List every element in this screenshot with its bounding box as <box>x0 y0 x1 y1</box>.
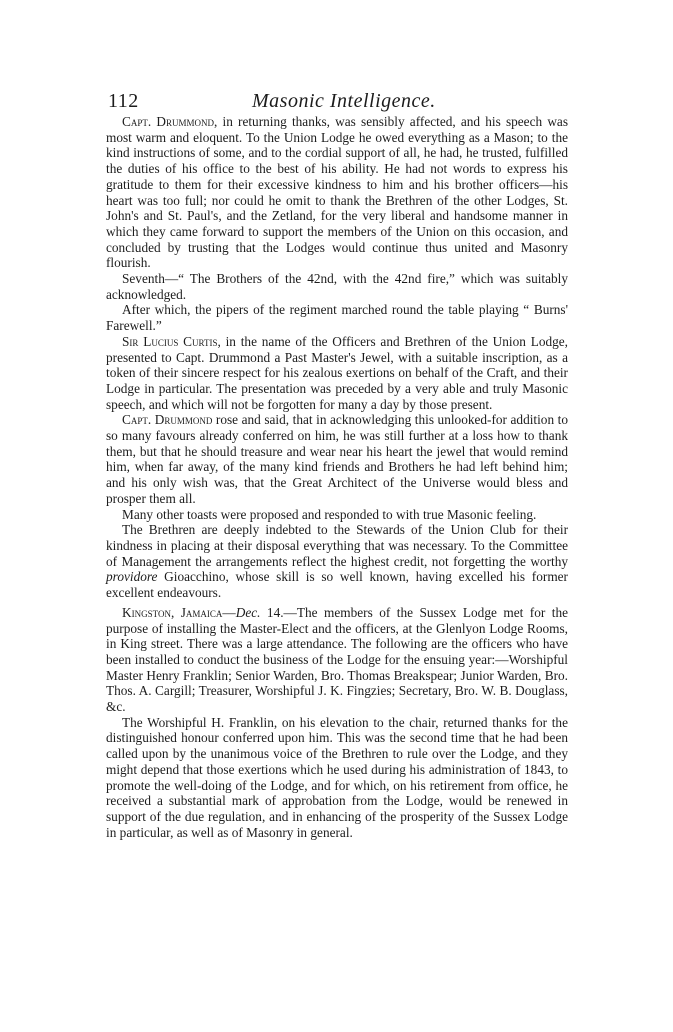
page-number: 112 <box>108 90 139 112</box>
paragraph-text: Many other toasts were proposed and responded to with true Masonic feeling. <box>122 506 537 522</box>
paragraph-franklin-thanks <box>106 715 568 841</box>
running-title: Masonic Intelligence. <box>252 90 436 112</box>
date-italic: Dec. <box>235 604 261 620</box>
speaker-name: Capt. Drummond <box>122 412 213 428</box>
paragraph-text: , in returning thanks, was sensibly affected, and his speech was most warm and eloquent. To the Union Lodge he owed everything as a Mason; to the kind instructions of some, and to the cordial support of all, he had, he trusted, fulfilled the duties of his office to the best of his ability. He had not words to express his gratitude to them for their excessive kindness to him and his brother officers—his heart was too full; nor could he omit to thank the Brethren of the other Lodges, St. John's and St. Paul's, and the Zetland, for the very liberal and handsome manner in which they came forward to support the members of the Union on this occasion, and concluded by trusting that the Lodges would continue thus united and Masonry flourish. <box>106 114 568 271</box>
paragraph-pipers <box>106 302 568 333</box>
paragraph-drummond-thanks <box>106 114 568 271</box>
place-name: Kingston, Jamaica <box>122 604 223 620</box>
paragraph-text: 14.—The members of the Sussex Lodge met for the purpose of installing the Master-Elect and the officers, at the Glenlyon Lodge Rooms, in King street. There was a large attendance. The following are the officers who have been installed to conduct the business of the Lodge for the ensuing year:—Worshipful Master Henry Franklin; Senior Warden, Bro. Thomas Breakspear; Junior Warden, Bro. Thos. A. Cargill; Treasurer, Worshipful J. K. Fingzies; Secretary, Bro. W. B. Douglass, &c. <box>106 604 569 715</box>
document-page <box>106 84 568 840</box>
page-header <box>106 84 568 114</box>
paragraph-text: The Worshipful H. Franklin, on his elevation to the chair, returned thanks for the distinguished honour conferred upon him. This was the second time that he had been called upon by the unanimous voice of the Brethren to rule over the Lodge, and they might depend that those exertions which he used during his administration of 1843, to promote the well-doing of the Lodge, and for which, on his retirement from office, he received a substantial mark of approbation from the Lodge, would be renewed in support of the due regulation, and in enhancing of the prosperity of the Sussex Lodge in particular, as well as of Masonry in general. <box>106 714 568 840</box>
paragraph-text: , in the name of the Officers and Brethren of the Union Lodge, presented to Capt. Drummond a Past Master's Jewel, with a suitable inscription, as a token of their sincere respect for his zealous exertions on behalf of the Craft, and their Lodge in particular. The presentation was preceded by a very able and truly Masonic speech, and which will not be forgotten for many a day by those present. <box>106 333 568 412</box>
paragraph-text: After which, the pipers of the regiment marched round the table playing “ Burns' Farewell.” <box>106 302 568 334</box>
paragraph-kingston-jamaica <box>106 605 568 715</box>
paragraph-text: The Brethren are deeply indebted to the Stewards of the Union Club for their kindness in placing at their disposal everything that was necessary. To the Committee of Management the arrangements reflect the highest credit, not forgetting the worthy <box>106 522 568 569</box>
paragraph-curtis-presentation <box>106 334 568 413</box>
paragraph-text: Seventh—“ The Brothers of the 42nd, with the 42nd fire,” which was suitably acknowledged. <box>106 271 568 302</box>
speaker-name: Sir Lucius Curtis <box>122 333 218 349</box>
dash: — <box>222 604 236 620</box>
paragraph-other-toasts <box>106 507 568 523</box>
speaker-name: Capt. Drummond <box>122 114 214 129</box>
paragraph-text: rose and said, that in acknowledging this unlooked-for addition to so many favours already conferred on him, he was still further at a loss how to thank them, but that he should treasure and wear near his heart the jewel that would remind him, when far away, of the many kind friends and Brothers he had left behind him; and his only wish was, that the Great Architect of the Universe would bless and prosper them all. <box>106 412 568 506</box>
article-body <box>106 114 568 840</box>
paragraph-seventh-toast <box>106 271 568 302</box>
paragraph-drummond-reply <box>106 412 568 506</box>
italic-word: providore <box>106 569 158 585</box>
paragraph-text: Gioacchino, whose skill is so well known, having excelled his former excellent endeavours. <box>106 569 568 601</box>
paragraph-stewards <box>106 522 568 601</box>
